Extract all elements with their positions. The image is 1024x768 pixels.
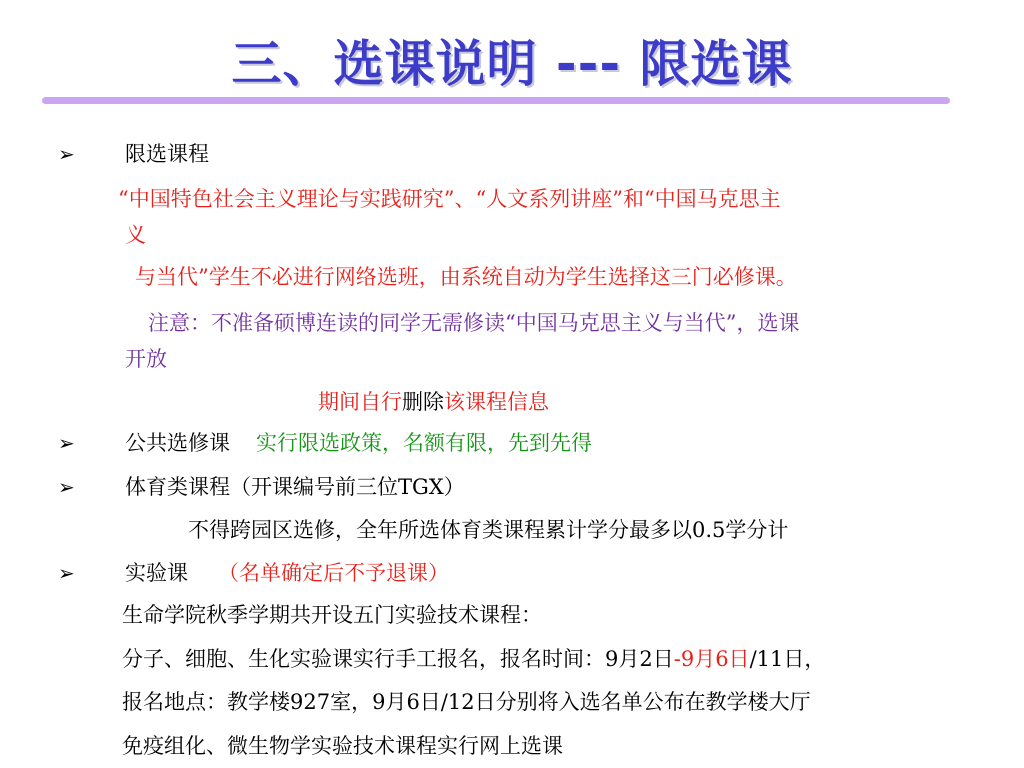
bullet-arrow-icon: ➢ — [58, 142, 75, 166]
bullet-arrow-icon: ➢ — [58, 561, 75, 585]
note-c2: 删除 — [402, 390, 444, 414]
note-c1: 期间自行 — [318, 390, 402, 414]
lab-line2b: -9月6日 — [673, 647, 750, 671]
lab-line1: 生命学院秋季学期共开设五门实验技术课程： — [122, 603, 542, 627]
public-policy: 实行限选政策，名额有限，先到先得 — [256, 431, 592, 455]
public-line — [125, 430, 592, 456]
lab-line3: 报名地点：教学楼927室，9月6日/12日分别将入选名单公布在教学楼大厅 — [122, 690, 811, 714]
lab-line4: 免疫组化、微生物学实验技术课程实行网上选课 — [122, 734, 563, 758]
limited-heading: 限选课程 — [125, 142, 209, 166]
note-c3: 该课程信息 — [444, 390, 549, 414]
limited-line1: “中国特色社会主义理论与实践研究”、“人文系列讲座”和“中国马克思主 — [118, 187, 781, 211]
lab-line2c: /11日， — [749, 647, 826, 671]
limited-note-line3 — [318, 389, 549, 415]
lab-line2 — [122, 646, 825, 672]
pe-rule: 不得跨园区选修，全年所选体育类课程累计学分最多以0.5学分计 — [188, 518, 789, 542]
limited-line2: 与当代”学生不必进行网络选班，由系统自动为学生选择这三门必修课。 — [135, 265, 797, 289]
limited-line1b: 义 — [125, 223, 146, 247]
lab-heading: 实验课 — [125, 561, 188, 585]
bullet-arrow-icon: ➢ — [58, 475, 75, 499]
title-underline — [42, 97, 950, 104]
lab-line — [125, 560, 449, 586]
lab-line2a: 分子、细胞、生化实验课实行手工报名，报名时间：9月2日 — [122, 647, 674, 671]
public-heading: 公共选修课 — [125, 431, 230, 455]
page-title: 三、选课说明 --- 限选课 — [231, 35, 793, 93]
limited-note-line2: 开放 — [125, 347, 167, 371]
bullet-arrow-icon: ➢ — [58, 431, 75, 455]
pe-heading: 体育类课程（开课编号前三位TGX） — [125, 475, 465, 499]
note-text-purple: 注意：不准备硕博连读的同学无需修读“中国马克思主义与当代”，选课 — [148, 311, 800, 335]
lab-note: （名单确定后不予退课） — [218, 561, 449, 585]
limited-note-line1 — [148, 310, 799, 336]
